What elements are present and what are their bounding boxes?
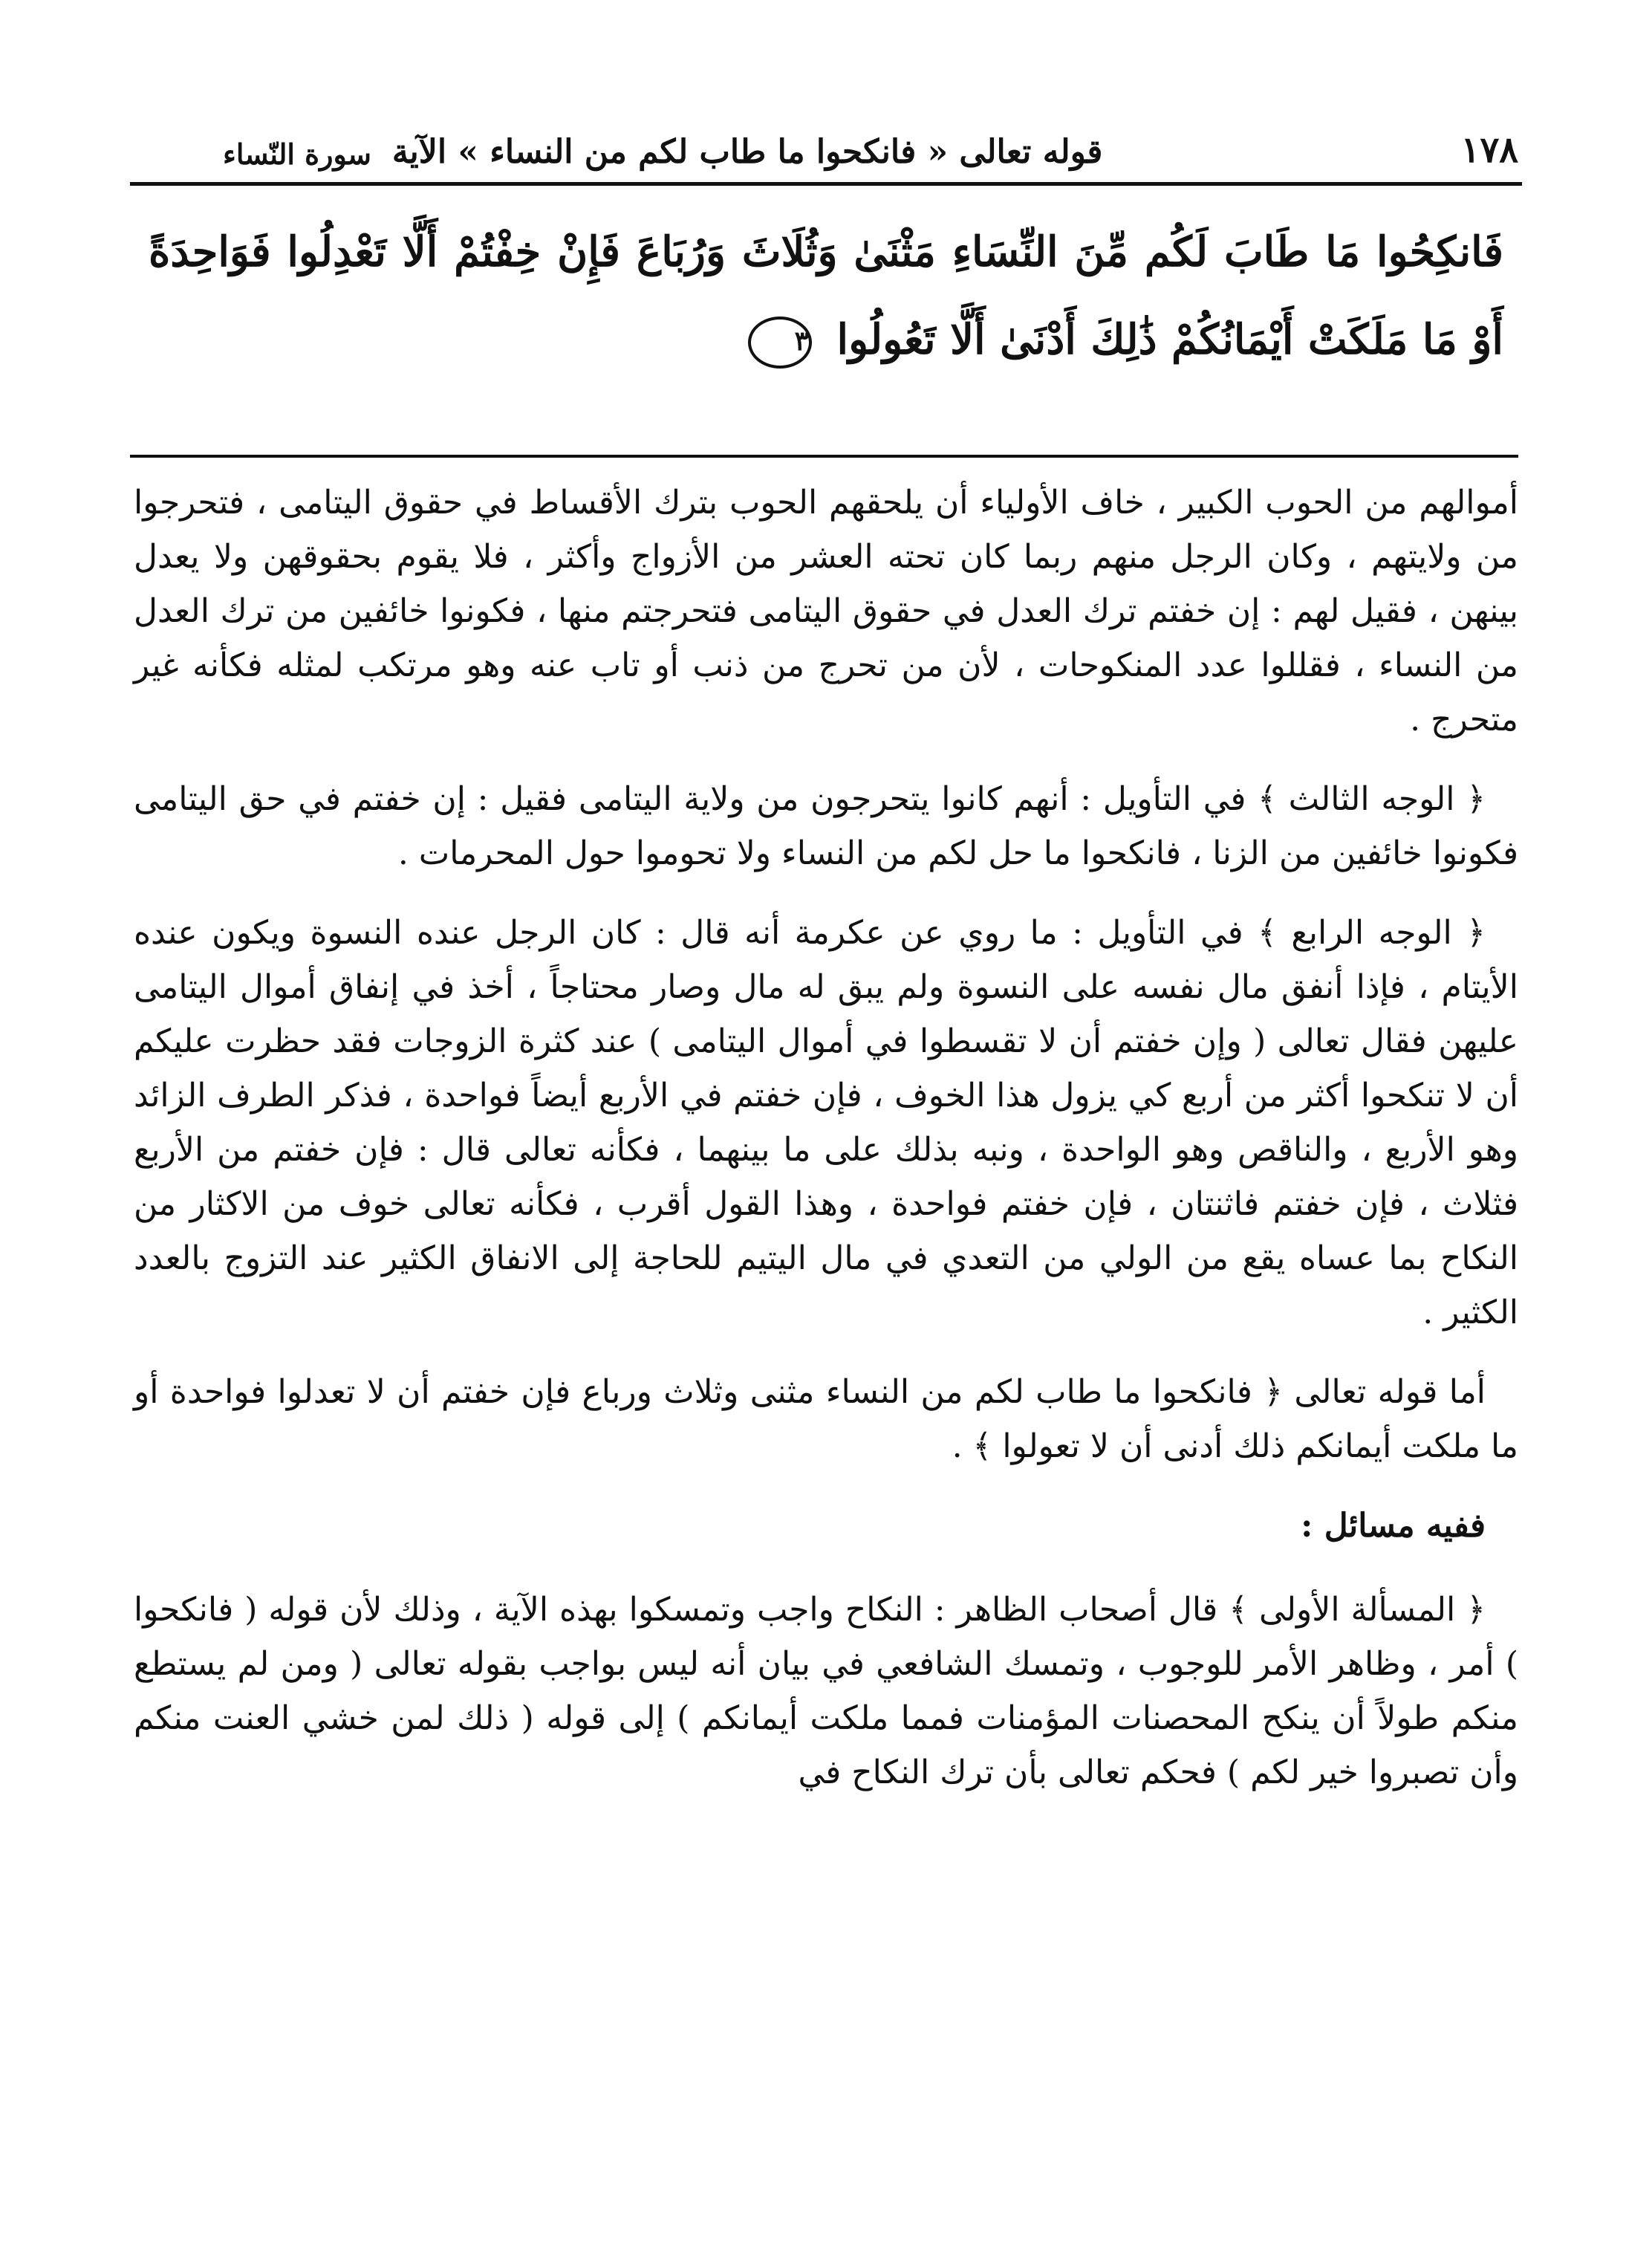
quran-verse <box>149 208 1503 383</box>
paragraph-third-aspect: ﴿ الوجه الثالث ﴾ في التأويل : أنهم كانوا يتحرجون من ولاية اليتامى فقيل : إن خفتم في حق اليتامى فكونوا خائفين من الزنا ، فانكحوا ما حل لكم من النساء ولا تحوموا حول المحرمات . <box>134 780 1518 872</box>
header-title: قوله تعالى « فانكحوا ما طاب لكم من النساء » الآية <box>391 133 1103 171</box>
verse-number-marker: ٣ <box>748 317 812 369</box>
running-header <box>134 104 1518 171</box>
commentary-body <box>134 476 1518 1825</box>
paragraph-verse-quote: أما قوله تعالى ﴿ فانكحوا ما طاب لكم من النساء مثنى وثلاث ورباع فإن خفتم أن لا تعدلوا فواحدة أو ما ملكت أيمانكم ذلك أدنى أن لا تعولوا ﴾ . <box>134 1373 1518 1465</box>
paragraph-issues-intro: ففيه مسائل : <box>1301 1507 1486 1545</box>
paragraph-fourth-aspect: ﴿ الوجه الرابع ﴾ في التأويل : ما روي عن عكرمة أنه قال : كان الرجل عنده النسوة ويكون عنده الأيتام ، فإذا أنفق مال نفسه على النسوة ولم يبق له مال وصار محتاجاً ، أخذ في إنفاق أموال اليتامى عليهن فقال تعالى ( وإن خفتم أن لا تقسطوا في أموال اليتامى ) عند كثرة الزوجات فقد حظرت عليكم أن لا تنكحوا أكثر من أربع كي يزول هذا الخوف ، فإن خفتم في الأربع أيضاً فواحدة ، فذكر الطرف الزائد وهو الأربع ، والناقص وهو الواحدة ، ونبه بذلك على ما بينهما ، فكأنه تعالى قال : فإن خفتم من الأربع فثلاث ، فإن خفتم فاثنتان ، فإن خفتم فواحدة ، وهذا القول أقرب ، فكأنه تعالى خوف من الاكثار من النكاح بما عساه يقع من الولي من التعدي في مال اليتيم للحاجة إلى الانفاق الكثير عند التزوج بالعدد الكثير . <box>134 914 1519 1331</box>
verse-divider <box>130 455 1518 458</box>
header-divider <box>130 182 1522 186</box>
paragraph-first-issue: ﴿ المسألة الأولى ﴾ قال أصحاب الظاهر : النكاح واجب وتمسكوا بهذه الآية ، وذلك لأن قوله ( فانكحوا ) أمر ، وظاهر الأمر للوجوب ، وتمسك الشافعي في بيان أنه ليس بواجب بقوله تعالى ( ومن لم يستطع منكم طولاً أن ينكح المحصنات المؤمنات فمما ملكت أيمانكم ) إلى قوله ( ذلك لمن خشي العنت منكم وأن تصبروا خير لكم ) فحكم تعالى بأن ترك النكاح في <box>134 1591 1518 1791</box>
surah-name: سورة النّساء <box>223 137 371 171</box>
page-number: ١٧٨ <box>1460 129 1518 171</box>
verse-text: فَانكِحُوا مَا طَابَ لَكُم مِّنَ النِّسَاءِ مَثْنَىٰ وَثُلَاثَ وَرُبَاعَ فَإِنْ خِفْتُمْ أَلَّا تَعْدِلُوا فَوَاحِدَةً أَوْ مَا مَلَكَتْ أَيْمَانُكُمْ ذَٰلِكَ أَدْنَىٰ أَلَّا تَعُولُوا <box>149 227 1503 364</box>
running-title <box>134 133 1102 171</box>
paragraph-1: أموالهم من الحوب الكبير ، خاف الأولياء أن يلحقهم الحوب بترك الأقساط في حقوق اليتامى ، فتحرجوا من ولايتهم ، وكان الرجل منهم ربما كان تحته العشر من الأزواج وأكثر ، فلا يقوم بحقوقهن ولا يعدل بينهن ، فقيل لهم : إن خفتم ترك العدل في حقوق اليتامى فتحرجتم منها ، فكونوا خائفين من ترك العدل من النساء ، فقللوا عدد المنكوحات ، لأن من تحرج من ذنب أو تاب عنه وهو مرتكب لمثله فكأنه غير متحرج . <box>134 484 1519 739</box>
